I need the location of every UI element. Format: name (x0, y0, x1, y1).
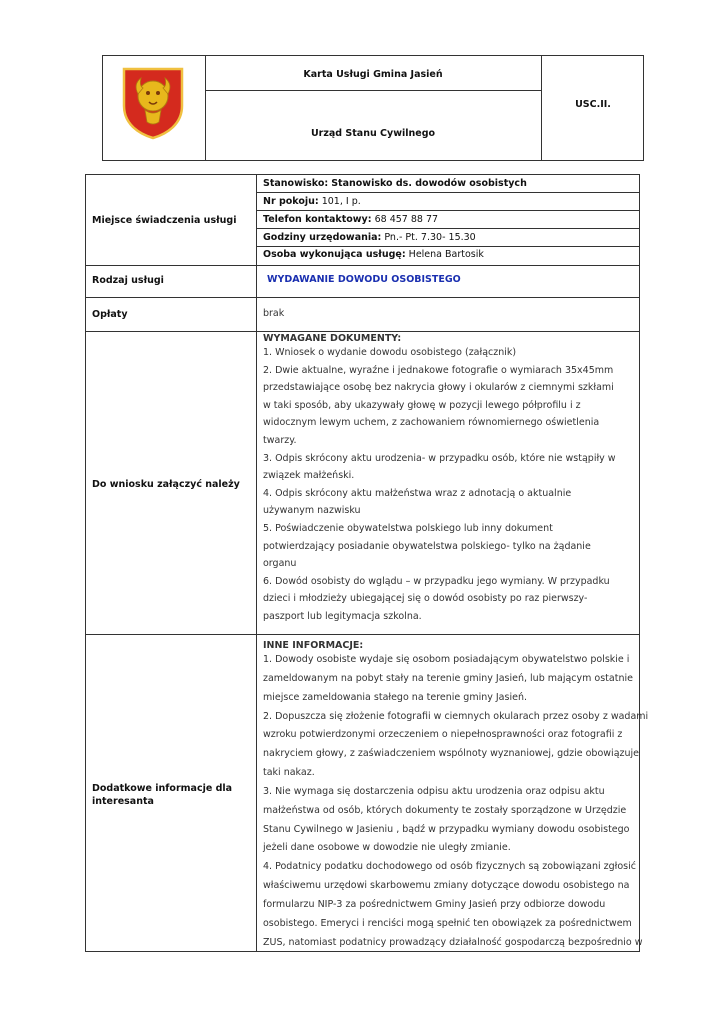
room-value: 101, I p. (321, 196, 361, 207)
text-line: nakryciem głowy, z zaświadczeniem wspólnoty wyznaniowej, gdzie obowiązuje (263, 748, 640, 760)
text-line: formularzu NIP-3 za pośrednictwem Gminy Jasień przy odbiorze dowodu (263, 898, 606, 910)
text-line: osobistego. Emeryci i renciści mogą spełnić ten obowiązek za pośrednictwem (263, 917, 632, 929)
text-line: 2. Dwie aktualne, wyraźne i jednakowe fotografie o wymiarach 35x45mm (263, 364, 614, 376)
text-line: jeżeli dane osobowe w dowodzie nie uległy zmianie. (263, 842, 511, 854)
fees-label: Opłaty (92, 309, 128, 320)
info-heading: INNE INFORMACJE: (263, 640, 364, 651)
text-line: używanym nazwisku (263, 505, 361, 517)
text-line: małżeństwa od osób, których dokumenty te zostały sporządzone w Urzędzie (263, 804, 627, 816)
divider (256, 246, 639, 247)
person-value: Helena Bartosik (408, 249, 484, 260)
text-line: 2. Dopuszcza się złożenie fotografii w ciemnych okularach przez osoby z wadami (263, 710, 649, 722)
text-line: 4. Odpis skrócony aktu małżeństwa wraz z adnotacją o aktualnie (263, 487, 572, 499)
text-line: potwierdzający posiadanie obywatelstwa polskiego- tylko na żądanie (263, 540, 591, 552)
text-line: twarzy. (263, 434, 297, 446)
room-row (263, 196, 361, 207)
divider (86, 331, 639, 332)
service-name: WYDAWANIE DOWODU OSOBISTEGO (267, 274, 461, 285)
documents-label: Do wniosku załączyć należy (92, 479, 240, 490)
phone-value: 68 457 88 77 (374, 214, 439, 225)
info-list (263, 651, 648, 953)
person-row (263, 249, 484, 260)
fees-value: brak (263, 308, 285, 319)
documents-heading: WYMAGANE DOKUMENTY: (263, 333, 402, 344)
documents-content (263, 333, 616, 626)
room-label: Nr pokoju: (263, 196, 319, 207)
divider (86, 265, 639, 266)
text-line: zameldowanym na pobyt stały na terenie gminy Jasień, lub mającym ostatnie (263, 672, 633, 684)
hours-label: Godziny urzędowania: (263, 232, 382, 243)
phone-row (263, 214, 438, 225)
person-label: Osoba wykonująca usługę: (263, 249, 406, 260)
text-line: związek małżeński. (263, 470, 355, 482)
divider (256, 210, 639, 211)
documents-list (263, 344, 616, 626)
text-line: miejsce zameldowania stałego na terenie gminy Jasień. (263, 691, 527, 703)
position-value: Stanowisko ds. dowodów osobistych (331, 178, 527, 189)
text-line: taki nakaz. (263, 767, 315, 779)
document-title: Karta Usługi Gmina Jasień (303, 69, 443, 80)
position-label: Stanowisko: (263, 178, 329, 189)
service-value (267, 274, 461, 285)
document-code: USC.II. (575, 99, 611, 110)
text-line: 4. Podatnicy podatku dochodowego od osób fizycznych są zobowiązani zgłosić (263, 861, 636, 873)
info-label (92, 782, 232, 808)
divider (256, 192, 639, 193)
coat-of-arms-icon (121, 66, 185, 140)
text-line: właściwemu urzędowi skarbowemu zmiany dotyczące dowodu osobistego na (263, 880, 630, 892)
text-line: Stanu Cywilnego w Jasieniu , bądź w przypadku wymiany dowodu osobistego (263, 823, 630, 835)
divider (256, 175, 257, 951)
service-label: Rodzaj usługi (92, 275, 164, 286)
text-line: 3. Odpis skrócony aktu urodzenia- w przypadku osób, które nie wstąpiły w (263, 452, 616, 464)
phone-label: Telefon kontaktowy: (263, 214, 372, 225)
info-label-line: interesanta (92, 796, 154, 807)
text-line: dzieci i młodzieży ubiegającej się o dowód osobisty po raz pierwszy- (263, 593, 588, 605)
divider (86, 634, 639, 635)
location-label: Miejsce świadczenia usługi (92, 215, 237, 226)
text-line: 6. Dowód osobisty do wglądu – w przypadku jego wymiany. W przypadku (263, 575, 610, 587)
service-card-table (85, 174, 649, 952)
text-line: paszport lub legitymacja szkolna. (263, 610, 422, 622)
text-line: 1. Dowody osobiste wydaje się osobom posiadającym obywatelstwo polskie i (263, 654, 630, 665)
hours-value: Pn.- Pt. 7.30- 15.30 (384, 232, 476, 243)
header-table (102, 55, 644, 161)
office-name: Urząd Stanu Cywilnego (310, 128, 436, 139)
text-line: w taki sposób, aby ukazywały głowę w pozycji lewego półprofilu i z (263, 399, 581, 411)
info-label-line: Dodatkowe informacje dla (92, 783, 233, 794)
text-line: 3. Nie wymaga się dostarczenia odpisu aktu urodzenia oraz odpisu aktu (263, 785, 605, 797)
text-line: 5. Poświadczenie obywatelstwa polskiego lub inny dokument (263, 522, 553, 534)
position-row (263, 178, 527, 189)
hours-row (263, 232, 476, 243)
divider (205, 90, 541, 91)
text-line: 1. Wniosek o wydanie dowodu osobistego (załącznik) (263, 347, 517, 358)
text-line: wzroku potwierdzonymi orzeczeniem o niepełnosprawności oraz fotografii z (263, 729, 623, 741)
text-line: organu (263, 558, 297, 570)
text-line: przedstawiające osobę bez nakrycia głowy i okularów z ciemnymi szkłami (263, 382, 614, 394)
divider (86, 297, 639, 298)
info-content (263, 640, 648, 953)
text-line: widocznym lewym uchem, z zachowaniem równomiernego oświetlenia (263, 417, 600, 429)
divider (256, 228, 639, 229)
text-line: ZUS, natomiast podatnicy prowadzący działalność gospodarczą bezpośrednio w (263, 936, 643, 948)
